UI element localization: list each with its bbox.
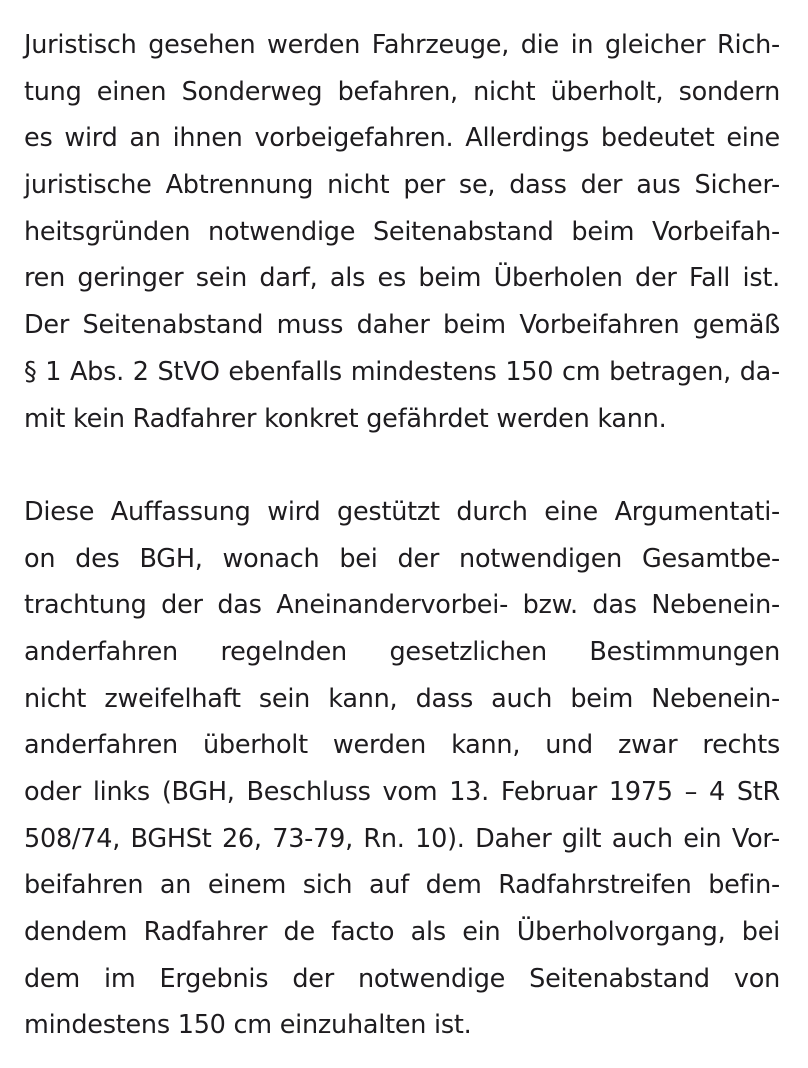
document-page — [24, 22, 780, 1049]
text-line: anderfahren regelnden gesetzlichen Bestimmungen — [24, 636, 780, 667]
text-line: heitsgründen notwendige Seitenabstand beim Vorbeifah- — [24, 216, 780, 247]
text-line: ren geringer sein darf, als es beim Überholen der Fall ist. — [24, 263, 780, 294]
text-line: Juristisch gesehen werden Fahrzeuge, die in gleicher Rich- — [24, 30, 780, 60]
text-line: dendem Radfahrer de facto als ein Überholvorgang, bei — [24, 917, 780, 948]
text-line: anderfahren überholt werden kann, und zwar rechts — [24, 730, 780, 761]
text-line: oder links (BGH, Beschluss vom 13. Februar 1975 – 4 StR — [24, 777, 780, 807]
text-line: § 1 Abs. 2 StVO ebenfalls mindestens 150 cm betragen, da- — [24, 356, 780, 387]
text-line: Diese Auffassung wird gestützt durch eine Argumentati- — [24, 496, 780, 527]
text-line: dem im Ergebnis der notwendige Seitenabstand von — [24, 963, 780, 994]
paragraph-spacer — [24, 442, 780, 489]
text-line: beifahren an einem sich auf dem Radfahrstreifen befin- — [24, 870, 780, 901]
text-line: mindestens 150 cm einzuhalten ist. — [24, 1010, 472, 1041]
paragraph-1 — [24, 22, 780, 442]
text-line: on des BGH, wonach bei der notwendigen Gesamtbe- — [24, 543, 780, 574]
text-line: nicht zweifelhaft sein kann, dass auch beim Nebenein- — [24, 683, 780, 714]
text-line: juristische Abtrennung nicht per se, dass der aus Sicher- — [24, 170, 780, 201]
text-line: tung einen Sonderweg befahren, nicht überholt, sondern — [24, 76, 780, 107]
text-line: es wird an ihnen vorbeigefahren. Allerdings bedeutet eine — [24, 123, 780, 154]
paragraph-2 — [24, 489, 780, 1049]
text-line: 508/74, BGHSt 26, 73-79, Rn. 10). Daher gilt auch ein Vor- — [24, 823, 780, 854]
text-line: mit kein Radfahrer konkret gefährdet werden kann. — [24, 403, 667, 434]
text-line: Der Seitenabstand muss daher beim Vorbeifahren gemäß — [24, 310, 780, 341]
text-line: trachtung der das Aneinandervorbei- bzw. das Nebenein- — [24, 590, 780, 621]
